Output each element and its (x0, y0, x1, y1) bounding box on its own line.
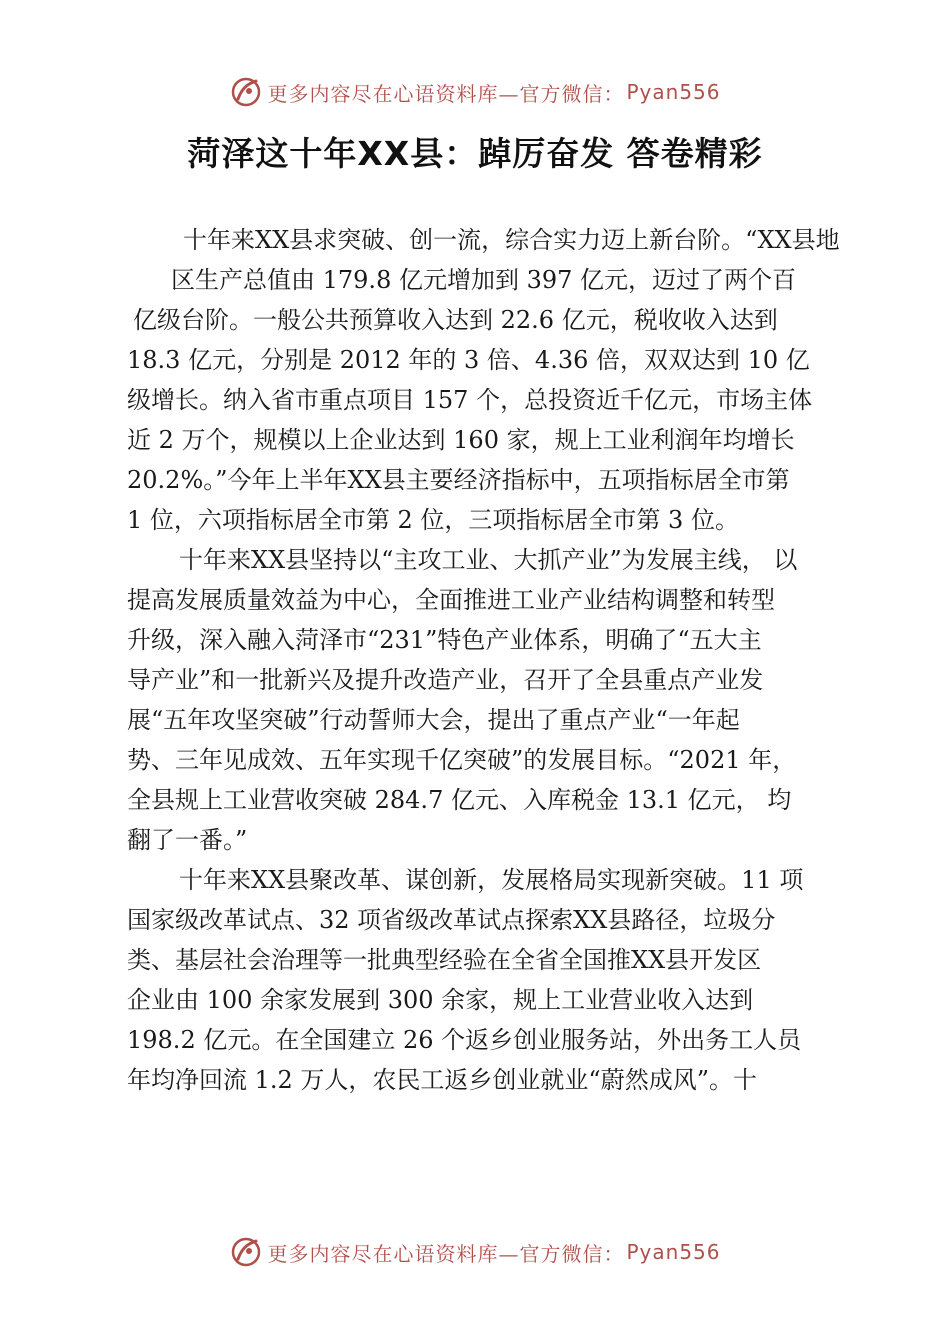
body-line: 类、基层社会治理等一批典型经验在全省全国推XX县开发区 (127, 946, 762, 974)
body-line: 20.2%。”今年上半年XX县主要经济指标中，五项指标居全市第 (127, 466, 790, 494)
body-line: 全县规上工业营收突破 284.7 亿元、入库税金 13.1 亿元， 均 (127, 786, 792, 814)
body-line: 18.3 亿元，分别是 2012 年的 3 倍、4.36 倍，双双达到 10 亿 (127, 346, 810, 374)
body-line: 导产业”和一批新兴及提升改造产业，召开了全县重点产业发 (127, 666, 764, 694)
body-line: 势、三年见成效、五年实现千亿突破”的发展目标。“2021 年， (127, 746, 797, 774)
body-line: 翻了一番。” (127, 826, 248, 854)
body-line: 198.2 亿元。在全国建立 26 个返乡创业服务站，外出务工人员 (127, 1026, 802, 1054)
document-body (127, 220, 840, 1100)
watermark-handle: Pyan556 (626, 80, 721, 104)
body-line: 近 2 万个，规模以上企业达到 160 家，规上工业利润年均增长 (127, 426, 795, 454)
watermark-footer (0, 1232, 950, 1272)
body-line: 1 位，六项指标居全市第 2 位，三项指标居全市第 3 位。 (127, 506, 739, 534)
body-line: 十年来XX县求突破、创一流，综合实力迈上新台阶。“XX县地 (183, 226, 840, 254)
body-line: 区生产总值由 179.8 亿元增加到 397 亿元，迈过了两个百 (171, 266, 797, 294)
watermark-handle: Pyan556 (626, 1240, 721, 1264)
body-line: 提高发展质量效益为中心，全面推进工业产业结构调整和转型 (127, 586, 775, 614)
watermark-text: 更多内容尽在心语资料库—官方微信： (267, 81, 625, 106)
body-line: 国家级改革试点、32 项省级改革试点探索XX县路径，垃圾分 (127, 906, 776, 934)
body-line: 升级，深入融入菏泽市“231”特色产业体系，明确了“五大主 (127, 626, 762, 654)
brand-logo-icon (229, 75, 263, 109)
body-line: 级增长。纳入省市重点项目 157 个，总投资近千亿元，市场主体 (127, 386, 813, 414)
watermark-header (0, 72, 950, 112)
body-line: 十年来XX县坚持以“主攻工业、大抓产业”为发展主线， 以 (179, 546, 798, 574)
brand-logo-icon (229, 1235, 263, 1269)
body-line: 亿级台阶。一般公共预算收入达到 22.6 亿元，税收收入达到 (133, 306, 778, 334)
document-title: 菏泽这十年XX县：踔厉奋发 答卷精彩 (187, 134, 763, 173)
body-line: 十年来XX县聚改革、谋创新，发展格局实现新突破。11 项 (179, 866, 804, 894)
watermark-text: 更多内容尽在心语资料库—官方微信： (267, 1241, 625, 1266)
body-line: 企业由 100 余家发展到 300 余家，规上工业营业收入达到 (127, 986, 754, 1014)
body-line: 展“五年攻坚突破”行动誓师大会，提出了重点产业“一年起 (127, 706, 740, 734)
body-line: 年均净回流 1.2 万人，农民工返乡创业就业“蔚然成风”。十 (127, 1066, 757, 1094)
